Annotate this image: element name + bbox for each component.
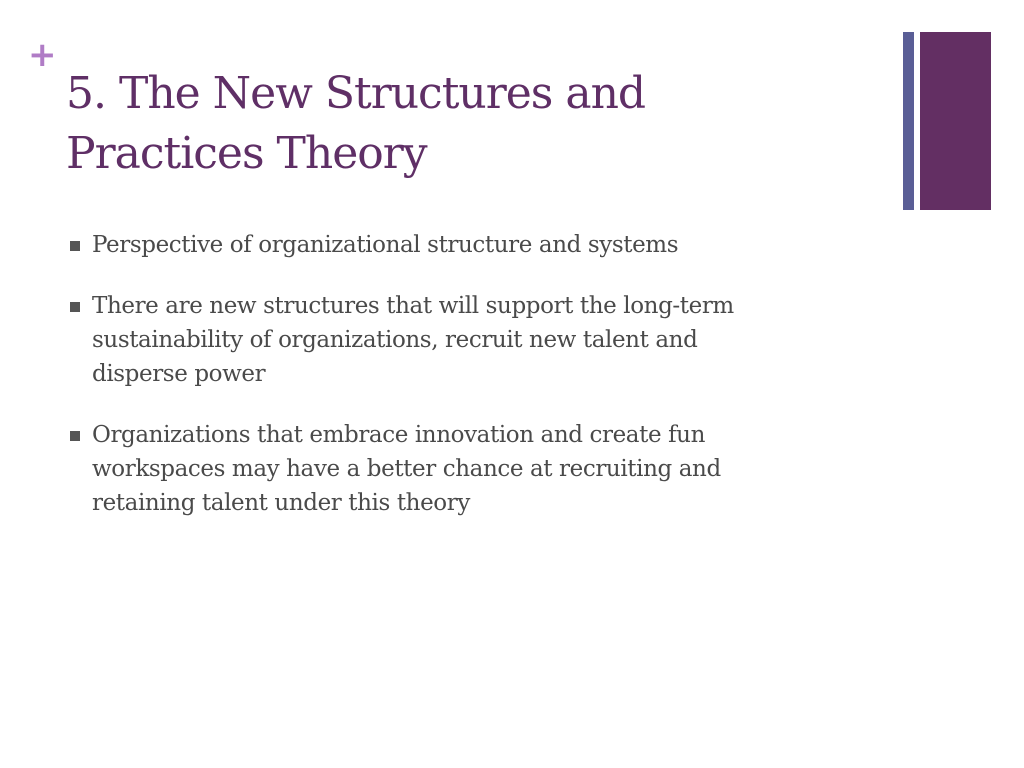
slide-title-line-1: 5. The New Structures and	[66, 68, 646, 119]
slide-title	[66, 64, 866, 184]
decorative-bar-thin	[903, 32, 914, 210]
square-bullet-icon	[70, 241, 80, 251]
decorative-bar-thick	[920, 32, 991, 210]
bullet-item-2	[66, 289, 846, 391]
plus-icon: +	[28, 35, 57, 75]
slide-title-line-2: Practices Theory	[66, 128, 427, 179]
bullet-text-line: sustainability of organizations, recruit new talent and	[92, 327, 698, 353]
bullet-text-line: Organizations that embrace innovation and create fun	[92, 422, 706, 448]
bullet-text-line: retaining talent under this theory	[92, 490, 470, 516]
bullet-text-line: There are new structures that will support the long-term	[92, 293, 734, 319]
square-bullet-icon	[70, 302, 80, 312]
bullet-text-line: Perspective of organizational structure and systems	[92, 232, 679, 258]
bullet-text-line: disperse power	[92, 361, 266, 387]
bullet-item-1	[66, 228, 846, 262]
square-bullet-icon	[70, 431, 80, 441]
bullet-item-3	[66, 418, 846, 520]
bullet-text-line: workspaces may have a better chance at recruiting and	[92, 456, 721, 482]
bullet-list	[66, 228, 846, 547]
